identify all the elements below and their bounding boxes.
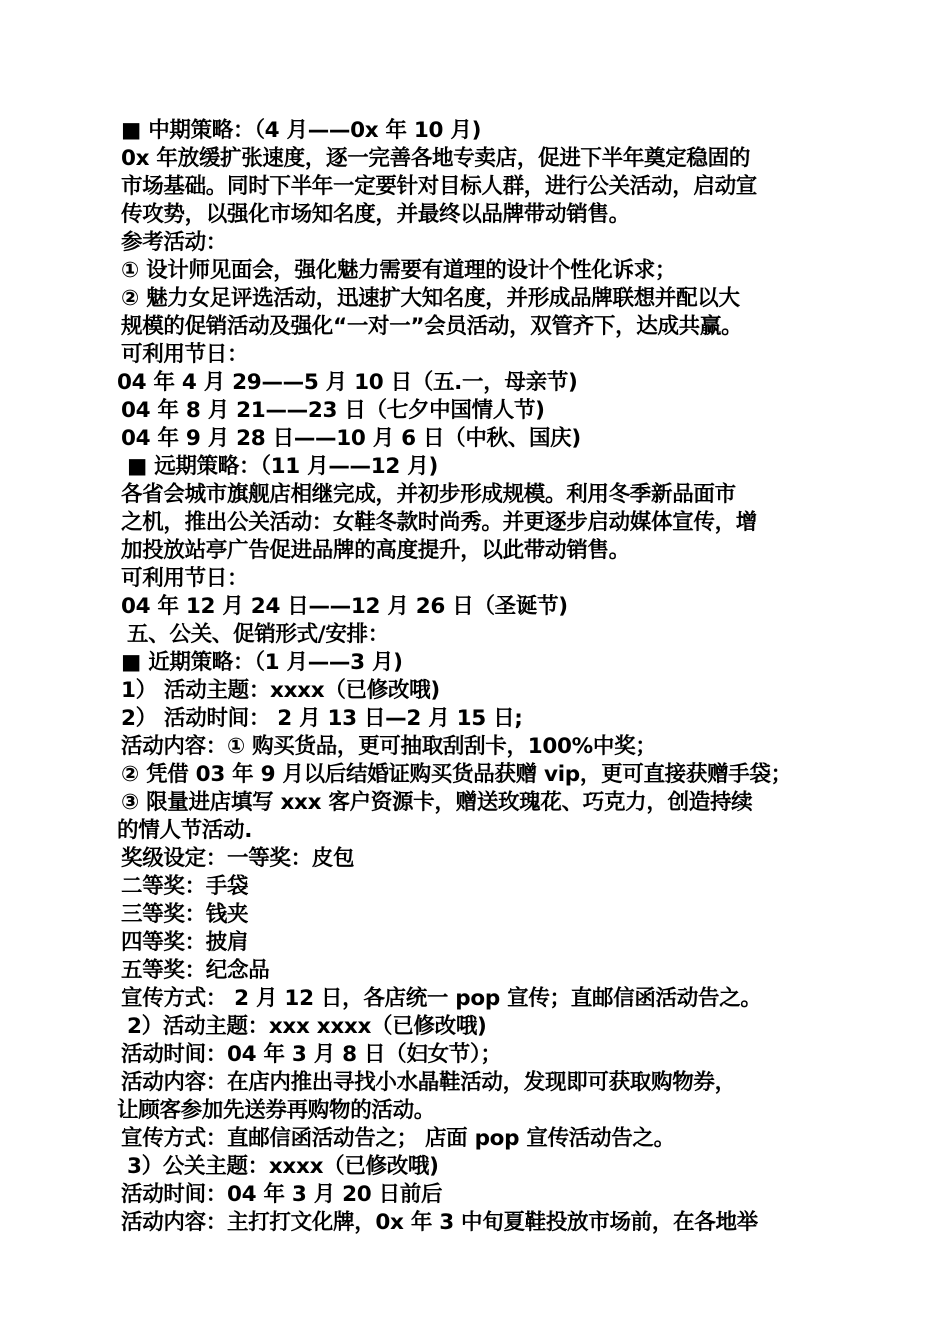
paragraph-line: 规模的促销活动及强化“一对一”会员活动，双管齐下，达成共赢。	[121, 314, 743, 339]
paragraph-line: 传攻势，以强化市场知名度，并最终以品牌带动销售。	[121, 202, 630, 227]
heading-mid-term-strategy: ■ 中期策略：（4 月——0x 年 10 月)	[121, 118, 482, 143]
paragraph-line: 的情人节活动.	[117, 818, 253, 843]
activity-time: 活动时间：04 年 3 月 8 日（妇女节）；	[121, 1042, 502, 1067]
prize-line: 二等奖：手袋	[121, 874, 249, 899]
paragraph-line: 加投放站亭广告促进品牌的高度提升，以此带动销售。	[121, 538, 630, 563]
prize-line: 五等奖：纪念品	[121, 958, 270, 983]
promotion-method: 宣传方式： 2 月 12 日，各店统一 pop 宣传；直邮信函活动告之。	[121, 986, 762, 1011]
activity-content: 活动内容：在店内推出寻找小水晶鞋活动，发现即可获取购物券，	[121, 1070, 736, 1095]
paragraph-line: 0x 年放缓扩张速度，逐一完善各地专卖店，促进下半年奠定稳固的	[121, 146, 751, 171]
section-heading: 五、公关、促销形式/安排：	[127, 622, 389, 647]
holiday-date: 04 年 8 月 21——23 日（七夕中国情人节)	[121, 398, 545, 423]
holidays-label: 可利用节日：	[121, 566, 249, 591]
reference-activities-label: 参考活动：	[121, 230, 228, 255]
list-item: ③ 限量进店填写 xxx 客户资源卡，赠送玫瑰花、巧克力，创造持续	[121, 790, 753, 815]
activity-time: 2） 活动时间： 2 月 13 日—2 月 15 日;	[121, 706, 523, 731]
list-item: ② 凭借 03 年 9 月以后结婚证购买货品获赠 vip，更可直接获赠手袋；	[121, 762, 792, 787]
paragraph-line: 让顾客参加先送券再购物的活动。	[117, 1098, 436, 1123]
pr-theme: 3）公关主题：xxxx（已修改哦)	[127, 1154, 439, 1179]
heading-long-term-strategy: ■ 远期策略：（11 月——12 月)	[127, 454, 438, 479]
activity-content: 活动内容：主打打文化牌，0x 年 3 中旬夏鞋投放市场前，在各地举	[121, 1210, 758, 1235]
holiday-date: 04 年 4 月 29——5 月 10 日（五.一，母亲节)	[117, 370, 578, 395]
activity-content: 活动内容：① 购买货品，更可抽取刮刮卡，100%中奖；	[121, 734, 657, 759]
prize-line: 奖级设定：一等奖：皮包	[121, 846, 355, 871]
holidays-label: 可利用节日：	[121, 342, 249, 367]
promotion-method: 宣传方式：直邮信函活动告之； 店面 pop 宣传活动告之。	[121, 1126, 675, 1151]
activity-theme: 1） 活动主题：xxxx（已修改哦)	[121, 678, 440, 703]
activity-theme: 2）活动主题：xxx xxxx（已修改哦)	[127, 1014, 487, 1039]
holiday-date: 04 年 9 月 28 日——10 月 6 日（中秋、国庆)	[121, 426, 581, 451]
activity-time: 活动时间：04 年 3 月 20 日前后	[121, 1182, 443, 1207]
paragraph-line: 之机，推出公关活动：女鞋冬款时尚秀。并更逐步启动媒体宣传，增	[121, 510, 758, 535]
list-item: ② 魅力女足评选活动，迅速扩大知名度，并形成品牌联想并配以大	[121, 286, 740, 311]
paragraph-line: 各省会城市旗舰店相继完成，并初步形成规模。利用冬季新品面市	[121, 482, 736, 507]
heading-near-term-strategy: ■ 近期策略：（1 月——3 月)	[121, 650, 403, 675]
prize-line: 三等奖：钱夹	[121, 902, 249, 927]
list-item: ① 设计师见面会，强化魅力需要有道理的设计个性化诉求；	[121, 258, 677, 283]
holiday-date: 04 年 12 月 24 日——12 月 26 日（圣诞节)	[121, 594, 568, 619]
prize-line: 四等奖：披肩	[121, 930, 249, 955]
paragraph-line: 市场基础。同时下半年一定要针对目标人群，进行公关活动，启动宣	[121, 174, 758, 199]
